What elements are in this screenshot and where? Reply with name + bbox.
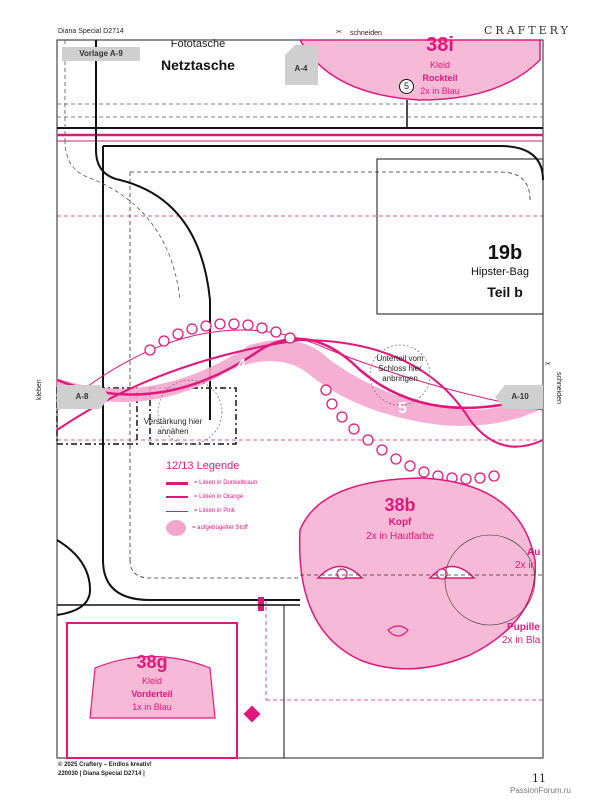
fototasche-subtitle: Netztasche	[161, 57, 235, 73]
piece-38g-number: 38g	[136, 652, 168, 672]
legend-item: = aufgebügelter Stoff	[166, 518, 257, 538]
tag-a8: A-8	[75, 392, 89, 401]
tag-a4: A-4	[294, 64, 308, 73]
piece-au-qty: 2x in	[515, 560, 537, 571]
pink-marker	[258, 597, 264, 611]
header-code: Diana Special D2714	[58, 28, 124, 35]
legend-item: = Linien in Pink	[166, 504, 257, 518]
piece-38b-qty: 2x in Hautfarbe	[366, 531, 434, 542]
black-line	[57, 540, 90, 615]
piece-38i-number: 38i	[426, 34, 454, 56]
dashed-line	[130, 172, 530, 200]
piece-38i-part: Rockteil	[422, 73, 458, 83]
piece-38g-qty: 1x in Blau	[132, 702, 172, 712]
note-verstaerkung: Verstärkung hier annähen	[143, 417, 203, 436]
dashed-line	[130, 560, 300, 578]
number-5: 5	[398, 400, 407, 417]
scissors-label: schneiden	[350, 30, 382, 37]
number-4: 4	[237, 357, 246, 374]
tag-a9: Vorlage A-9	[62, 47, 140, 61]
piece-19b-part: Teil b	[487, 284, 523, 300]
legend	[166, 460, 257, 538]
piece-19b-number: 19b	[487, 242, 523, 264]
side-label-left: kleben	[36, 379, 43, 400]
scissors-icon: ✂	[336, 29, 342, 36]
piece-38b-number: 38b	[384, 495, 416, 515]
piece-pupille-qty: 2x in Bla	[502, 635, 541, 646]
footer-copyright: © 2025 Craftery – Endlos kreativ!	[58, 762, 152, 768]
legend-swatch-dark-brown	[166, 482, 188, 485]
legend-swatch-pink	[166, 511, 188, 512]
page-number: 11	[532, 772, 546, 785]
pupil-left	[337, 569, 347, 579]
pink-diamond	[244, 706, 261, 723]
brand-logo: CRAFTERY	[484, 24, 571, 37]
piece-38g-name: Kleid	[141, 676, 162, 686]
piece-38i-qty: 2x in Blau	[420, 86, 460, 96]
piece-38i-name: Kleid	[429, 60, 450, 70]
bag-outline	[103, 146, 543, 180]
piece-au-part: Au	[527, 547, 541, 558]
piece-38g-part: Vorderteil	[131, 689, 173, 699]
piece-38b-part: Kopf	[388, 517, 412, 528]
legend-title: 12/13 Legende	[166, 460, 240, 472]
marker-5: 5	[399, 79, 414, 94]
scissors-icon-right: ✂	[545, 361, 551, 368]
note-unterteil: Unterteil vom Schloss hier anbringen	[376, 354, 424, 383]
legend-swatch-fabric	[166, 520, 186, 536]
piece-pupille-part: Pupille	[507, 622, 540, 633]
tag-a10: A-10	[511, 392, 529, 401]
piece-19b-name: Hipster-Bag	[470, 266, 530, 278]
fototasche-title: Fototasche	[170, 38, 226, 50]
watermark: PassionForum.ru	[510, 786, 571, 795]
side-label-right: schneiden	[555, 372, 562, 404]
footer-code: 220030 | Diana Special D2714 |	[58, 771, 145, 777]
legend-item: = Linien in Dunkelbraun	[166, 476, 257, 490]
legend-swatch-orange	[166, 496, 188, 498]
dashed-line	[65, 140, 180, 300]
bag-outline	[103, 560, 300, 600]
legend-item: = Linien in Orange	[166, 490, 257, 504]
